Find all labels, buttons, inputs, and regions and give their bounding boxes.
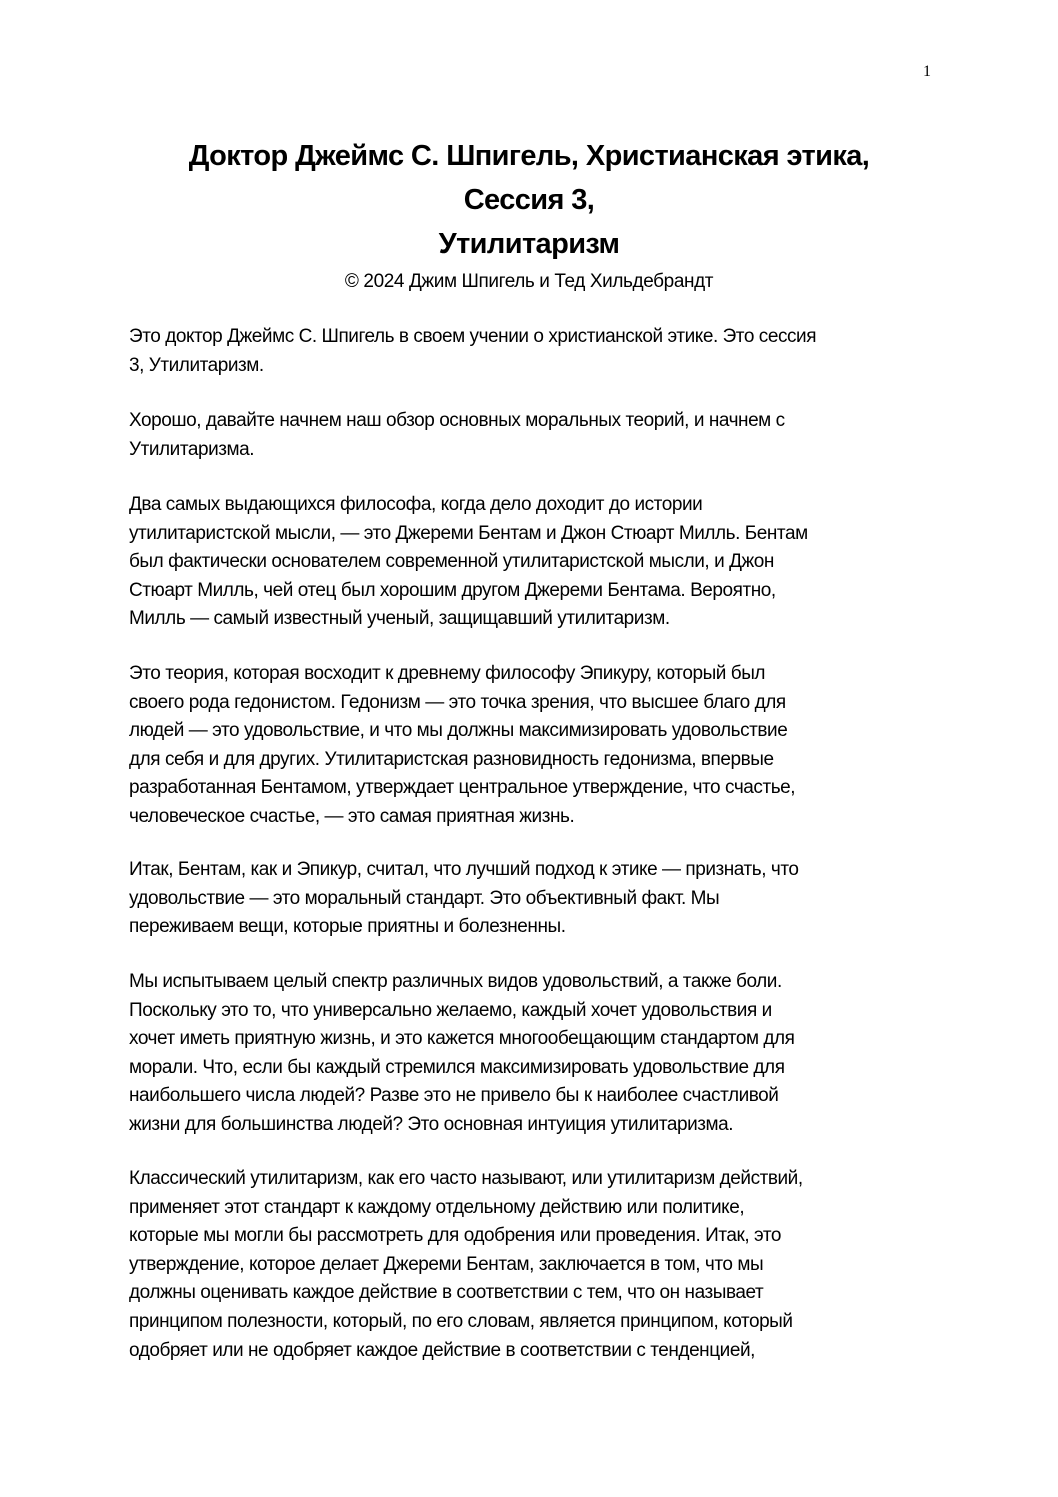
text-line: людей — это удовольствие, и что мы должны максимизировать удовольствие (129, 720, 788, 742)
paragraph-1 (129, 323, 949, 380)
text-line: одобряет или не одобряет каждое действие в соответствии с тенденцией, (129, 1339, 755, 1361)
text-line: для себя и для других. Утилитаристская разновидность гедонизма, впервые (129, 748, 774, 770)
text-line: Классический утилитаризм, как его часто называют, или утилитаризм действий, (129, 1168, 803, 1189)
text-line: Итак, Бентам, как и Эпикур, считал, что лучший подход к этике — признать, что (129, 859, 799, 880)
page-number: 1 (923, 63, 931, 80)
text-line: которые мы могли бы рассмотреть для одобрения или проведения. Итак, это (129, 1225, 782, 1247)
text-line: 3, Утилитаризм. (129, 354, 264, 376)
text-line: Милль — самый известный ученый, защищавший утилитаризм. (129, 608, 670, 630)
text-line: Два самых выдающихся философа, когда дело доходит до истории (129, 494, 703, 515)
text-line: применяет этот стандарт к каждому отдельному действию или политике, (129, 1196, 745, 1218)
text-line: разработанная Бентамом, утверждает центральное утверждение, что счастье, (129, 777, 796, 799)
text-line: был фактически основателем современной утилитаристской мысли, и Джон (129, 551, 774, 573)
text-line: удовольствие — это моральный стандарт. Это объективный факт. Мы (129, 887, 720, 909)
text-line: Хорошо, давайте начнем наш обзор основных моральных теорий, и начнем с (129, 410, 785, 431)
text-line: утилитаристской мысли, — это Джереми Бентам и Джон Стюарт Милль. Бентам (129, 522, 808, 544)
paragraph-5 (129, 856, 949, 942)
paragraph-6 (129, 968, 949, 1140)
text-line: Это доктор Джеймс С. Шпигель в своем учении о христианской этике. Это сессия (129, 326, 817, 347)
text-line: морали. Что, если бы каждый стремился максимизировать удовольствие для (129, 1056, 785, 1078)
text-line: жизни для большинства людей? Это основная интуиция утилитаризма. (129, 1113, 734, 1135)
copyright-notice: © 2024 Джим Шпигель и Тед Хильдебрандт (344, 271, 714, 292)
paragraph-7 (129, 1165, 949, 1365)
text-line: Стюарт Милль, чей отец был хорошим другом Джереми Бентама. Вероятно, (129, 579, 776, 601)
document-title (100, 134, 958, 266)
text-line: переживаем вещи, которые приятны и болезненны. (129, 916, 566, 938)
text-line: Поскольку это то, что универсально желаемо, каждый хочет удовольствия и (129, 999, 772, 1021)
text-line: Утилитаризма. (129, 438, 255, 460)
title-line-3: Утилитаризм (438, 228, 620, 260)
text-line: утверждение, которое делает Джереми Бентам, заключается в том, что мы (129, 1253, 764, 1275)
paragraph-3 (129, 491, 949, 634)
text-line: должны оценивать каждое действие в соответствии с тем, что он называет (129, 1282, 764, 1304)
text-line: человеческое счастье, — это самая приятная жизнь. (129, 805, 575, 827)
paragraph-4 (129, 660, 949, 832)
text-line: Мы испытываем целый спектр различных видов удовольствий, а также боли. (129, 971, 782, 992)
text-line: своего рода гедонистом. Гедонизм — это точка зрения, что высшее благо для (129, 691, 786, 713)
text-line: наибольшего числа людей? Разве это не привело бы к наиболее счастливой (129, 1085, 779, 1107)
text-line: Это теория, которая восходит к древнему философу Эпикуру, который был (129, 663, 766, 684)
text-line: принципом полезности, который, по его словам, является принципом, который (129, 1310, 793, 1332)
title-line-2: Сессия 3, (463, 184, 595, 216)
title-line-1: Доктор Джеймс С. Шпигель, Христианская этика, (188, 140, 870, 172)
text-line: хочет иметь приятную жизнь, и это кажется многообещающим стандартом для (129, 1028, 795, 1050)
paragraph-2 (129, 407, 949, 464)
